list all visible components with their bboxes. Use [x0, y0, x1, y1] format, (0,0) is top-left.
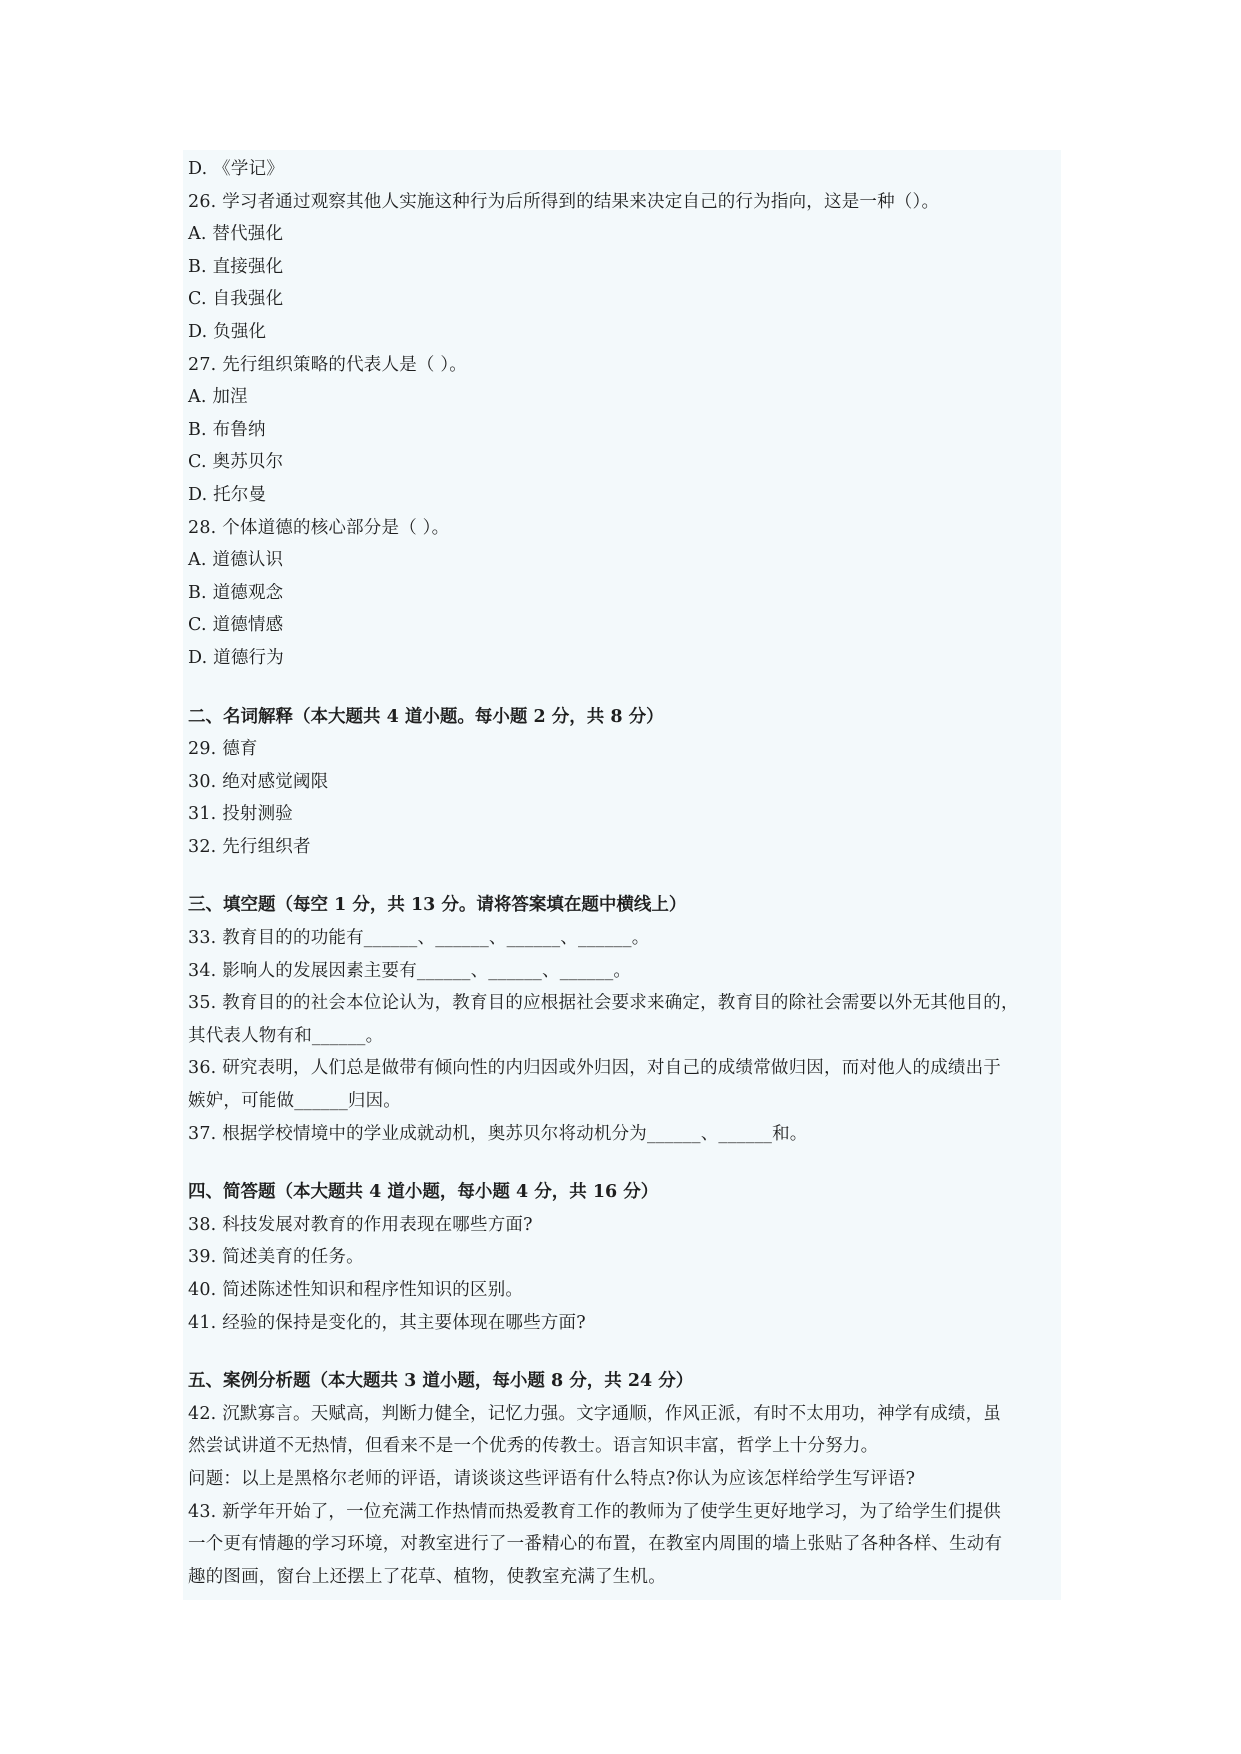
text-line: 37. 根据学校情境中的学业成就动机，奥苏贝尔将动机分为______、______和。: [188, 1123, 808, 1144]
text-line: B. 道德观念: [188, 582, 284, 603]
text-line: D. 负强化: [188, 321, 267, 342]
text-line: A. 替代强化: [188, 224, 284, 245]
text-line: 40. 简述陈述性知识和程序性知识的区别。: [188, 1280, 524, 1300]
text-line: 41. 经验的保持是变化的，其主要体现在哪些方面?: [188, 1312, 586, 1333]
exam-content: [188, 153, 1060, 1593]
section-heading: 三、填空题（每空 1 分，共 13 分。请将答案填在题中横线上）: [188, 895, 687, 916]
text-line: 27. 先行组织策略的代表人是（ ）。: [188, 354, 468, 375]
text-line: B. 直接强化: [188, 256, 284, 277]
text-line: 39. 简述美育的任务。: [188, 1247, 364, 1268]
text-line: 38. 科技发展对教育的作用表现在哪些方面?: [188, 1214, 533, 1235]
text-line: D. 《学记》: [188, 159, 284, 179]
text-line: 43. 新学年开始了，一位充满工作热情而热爱教育工作的教师为了使学生更好地学习，为了给学生们提供: [188, 1501, 1001, 1522]
text-line: 26. 学习者通过观察其他人实施这种行为后所得到的结果来决定自己的行为指向，这是一种（）。: [188, 191, 940, 212]
text-line: 36. 研究表明，人们总是做带有倾向性的内归因或外归因，对自己的成绩常做归因，而对他人的成绩出于: [188, 1058, 1001, 1079]
section-heading: 五、案例分析题（本大题共 3 道小题，每小题 8 分，共 24 分）: [188, 1371, 694, 1392]
text-line: C. 自我强化: [188, 289, 284, 310]
text-line: D. 道德行为: [188, 647, 284, 668]
text-line: 问题：以上是黑格尔老师的评语，请谈谈这些评语有什么特点?你认为应该怎样给学生写评语?: [188, 1468, 916, 1489]
text-line: 然尝试讲道不无热情，但看来不是一个优秀的传教士。语言知识丰富，哲学上十分努力。: [188, 1436, 879, 1457]
text-line: 33. 教育目的的功能有______、______、______、______。: [188, 928, 650, 949]
text-line: 29. 德育: [188, 739, 258, 760]
text-line: 32. 先行组织者: [188, 836, 311, 857]
text-line: 34. 影响人的发展因素主要有______、______、______。: [188, 960, 632, 981]
text-line: 一个更有情趣的学习环境，对教室进行了一番精心的布置，在教室内周围的墙上张贴了各种各样、生动有: [188, 1534, 1003, 1555]
text-line: 42. 沉默寡言。天赋高，判断力健全，记忆力强。文字通顺，作风正派，有时不太用功，神学有成绩，虽: [188, 1403, 1001, 1424]
section-heading: 二、名词解释（本大题共 4 道小题。每小题 2 分，共 8 分）: [188, 706, 664, 727]
text-line: 28. 个体道德的核心部分是（ ）。: [188, 517, 450, 538]
text-line: 其代表人物有和______。: [188, 1025, 384, 1046]
text-line: 嫉妒，可能做______归因。: [188, 1091, 401, 1112]
text-line: C. 道德情感: [188, 615, 284, 636]
text-line: A. 加涅: [188, 387, 248, 408]
text-line: 趣的图画，窗台上还摆上了花草、植物，使教室充满了生机。: [188, 1566, 666, 1587]
text-line: 31. 投射测验: [188, 804, 293, 825]
section-heading: 四、简答题（本大题共 4 道小题，每小题 4 分，共 16 分）: [188, 1182, 659, 1203]
text-line: D. 托尔曼: [188, 484, 267, 505]
text-line: C. 奥苏贝尔: [188, 452, 284, 473]
text-line: A. 道德认识: [188, 550, 284, 571]
text-line: 30. 绝对感觉阈限: [188, 771, 329, 792]
text-line: 35. 教育目的的社会本位论认为，教育目的应根据社会要求来确定，教育目的除社会需要以外无其他目的，: [188, 993, 1019, 1014]
text-line: B. 布鲁纳: [188, 419, 266, 440]
